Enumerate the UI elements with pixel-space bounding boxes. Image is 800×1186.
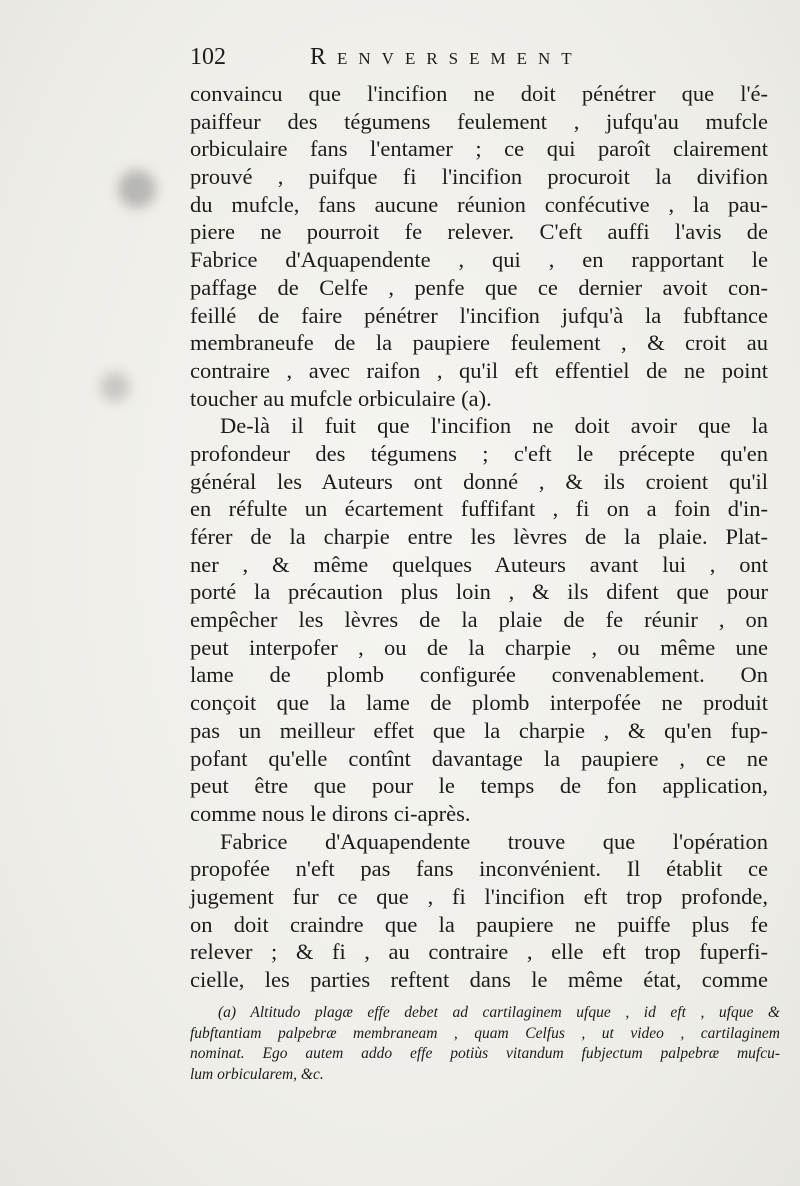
text-line: jugement fur ce que , fi l'incifion eft trop profonde, [190,883,768,909]
body-text [190,80,768,994]
text-line: férer de la charpie entre les lèvres de la plaie. Plat- [190,524,768,549]
text-line: comme nous le dirons ci-après. [190,800,471,826]
text-line: convaincu que l'incifion ne doit pénétrer que l'é- [190,81,768,106]
text-line: paiffeur des tégumens feulement , jufqu'au mufcle [190,108,768,134]
text-line: propofée n'eft pas fans inconvénient. Il établit ce [190,856,768,882]
text-line: peut interpofer , ou de la charpie , ou même une [190,634,768,660]
text-line: prouvé , puifque fi l'incifion procuroit la divifion [190,164,768,190]
text-line: pofant qu'elle contînt davantage la paupiere , ce ne [190,745,768,771]
text-line: lame de plomb configurée convenablement. On [190,662,768,688]
ink-stain [118,170,156,208]
running-title: Renversement [310,44,583,70]
text-line: feillé de faire pénétrer l'incifion jufqu'à la fubftance [190,302,768,328]
text-line: orbiculaire fans l'entamer ; ce qui paroît clairement [190,136,768,162]
footnote-line: (a) Altitudo plagæ effe debet ad cartilaginem ufque , id eft , ufque & [218,1004,780,1021]
text-line: du mufcle, fans aucune réunion confécutive , la pau- [190,191,768,217]
text-line: relever ; & fi , au contraire , elle eft trop fuperfi- [190,939,768,965]
text-line: Fabrice d'Aquapendente , qui , en rapportant le [190,247,768,273]
text-line: en réfulte un écartement fuffifant , fi on a foin d'in- [190,496,768,522]
text-line: profondeur des tégumens ; c'eft le précepte qu'en [190,440,768,466]
text-line: peut être que pour le temps de fon application, [190,773,768,799]
text-line: De-là il fuit que l'incifion ne doit avoir que la [220,413,768,439]
text-line: général les Auteurs ont donné , & ils croient qu'il [190,468,768,494]
footnote [190,1003,780,1085]
footnote-line: nominat. Ego autem addo effe potiùs vitandum fubjectum palpebræ mufcu- [190,1045,780,1062]
text-line: paffage de Celfe , penfe que ce dernier avoit con- [190,274,768,300]
text-line: cielle, les parties reftent dans le même état, comme [190,967,768,992]
text-line: empêcher les lèvres de la plaie de fe réunir , on [190,607,768,633]
text-line: porté la précaution plus loin , & ils difent que pour [190,579,768,605]
footnote-line: fubftantiam palpebræ membraneam , quam Celfus , ut video , cartilaginem [190,1024,780,1042]
text-line: pas un meilleur effet que la charpie , & qu'en fup- [190,717,768,743]
text-line: on doit craindre que la paupiere ne puiffe plus fe [190,911,768,937]
text-line: conçoit que la lame de plomb interpofée ne produit [190,690,768,716]
ink-stain [100,372,130,402]
text-line: ner , & même quelques Auteurs avant lui , ont [190,551,768,577]
text-line: piere ne pourroit fe relever. C'eft auffi l'avis de [190,219,768,245]
page-header [190,44,770,84]
text-line: membraneufe de la paupiere feulement , & croit au [190,330,768,356]
text-line: toucher au mufcle orbiculaire (a). [190,385,492,411]
footnote-line: lum orbicularem, &c. [190,1065,324,1083]
text-line: Fabrice d'Aquapendente trouve que l'opération [220,828,768,854]
page-number: 102 [190,44,226,70]
text-line: contraire , avec raifon , qu'il eft effentiel de ne point [190,357,768,383]
